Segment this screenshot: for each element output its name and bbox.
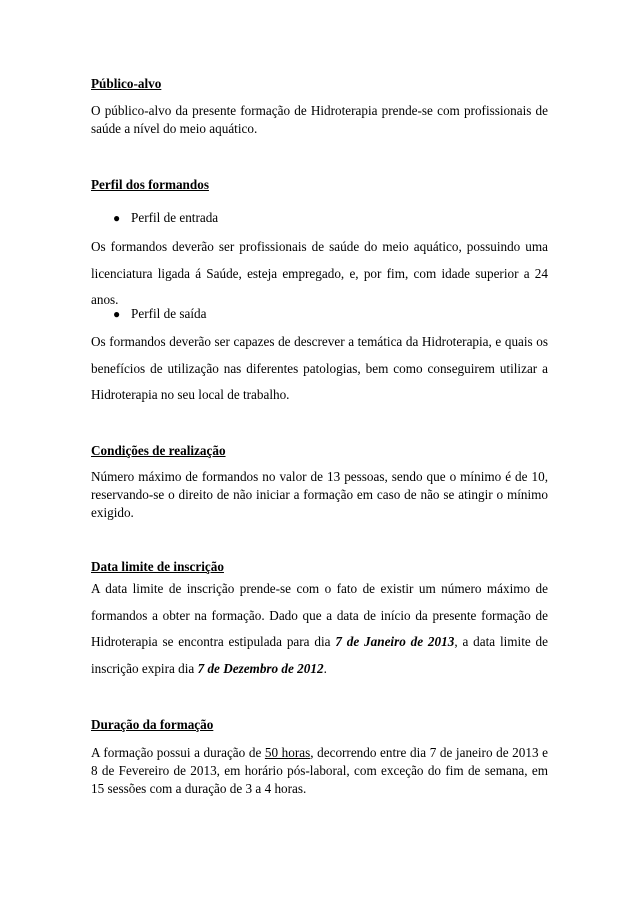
section-heading-condicoes: Condições de realização: [91, 443, 226, 458]
section-heading-duracao: Duração da formação: [91, 717, 214, 732]
bullet-label-perfil-saida: Perfil de saída: [131, 306, 207, 321]
paragraph-duracao: [91, 744, 548, 798]
paragraph-data-limite: [91, 576, 548, 682]
section-heading-data-limite: Data limite de inscrição: [91, 559, 224, 574]
bullet-label-perfil-entrada: Perfil de entrada: [131, 210, 219, 225]
paragraph-publico-alvo: O público-alvo da presente formação de Hidroterapia prende-se com profissionais de saúde a nível do meio aquático.: [91, 103, 548, 136]
text-segment: , decorrendo entre dia 7 de janeiro de 2013 e 8 de Fevereiro de 2013, em horário pós-laboral, com exceção do fim de semana, em 15 sessões com a duração de 3 a 4 horas.: [91, 745, 548, 796]
start-date: 7 de Janeiro de 2013: [335, 634, 455, 649]
bullet-icon: ●: [113, 211, 121, 225]
paragraph-condicoes: Número máximo de formandos no valor de 13 pessoas, sendo que o mínimo é de 10, reservando-se o direito de não iniciar a formação em caso de não se atingir o mínimo exigido.: [91, 469, 548, 520]
bullet-icon: ●: [113, 307, 121, 321]
text-segment: A data limite de inscrição prende-se com o fato de existir um número máximo de formandos a obter na formação. Dado que a data de início da presente formação de Hidroterapia se encontra estipulada para dia: [91, 581, 548, 649]
section-heading-perfil-formandos: Perfil dos formandos: [91, 177, 209, 192]
text-segment: A formação possui a duração de: [91, 745, 265, 760]
duration-hours: 50 horas: [264, 745, 311, 760]
deadline-date: 7 de Dezembro de 2012: [197, 660, 324, 676]
paragraph-perfil-entrada: Os formandos deverão ser profissionais de saúde do meio aquático, possuindo uma licenciatura ligada á Saúde, esteja empregado, e, por fim, com idade superior a 24 anos.: [91, 239, 548, 307]
text-segment: .: [323, 660, 327, 676]
text-segment: , a data limite de inscrição expira dia: [91, 634, 548, 676]
paragraph-perfil-saida: Os formandos deverão ser capazes de descrever a temática da Hidroterapia, e quais os benefícios de utilização nas diferentes patologias, bem como conseguirem utilizar a Hidroterapia no seu local de trabalho.: [91, 334, 548, 402]
section-heading-publico-alvo: Público-alvo: [91, 76, 162, 91]
